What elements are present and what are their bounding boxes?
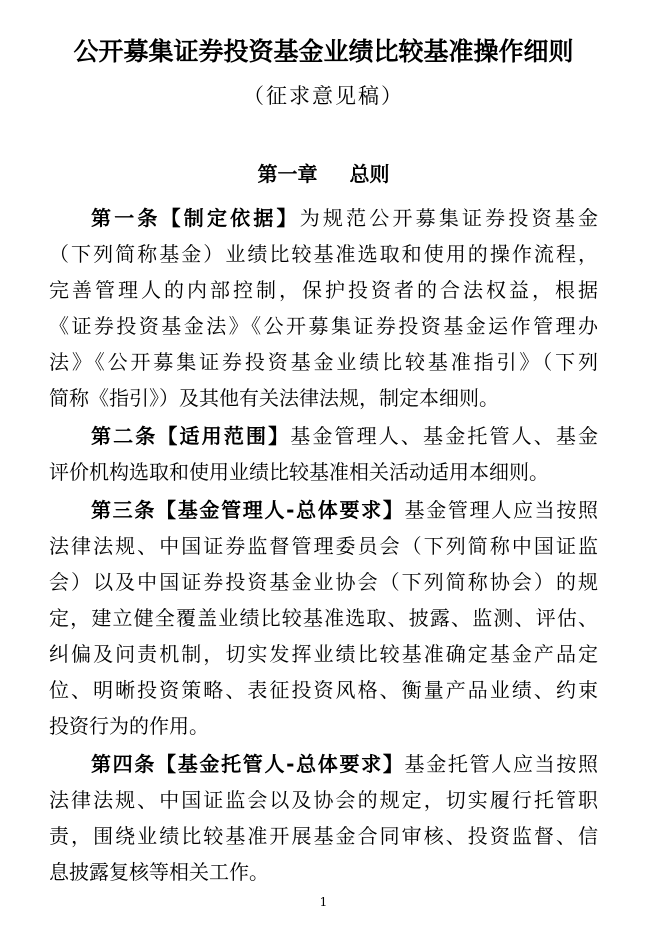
text-line — [49, 564, 598, 600]
text-line — [49, 236, 598, 272]
text-line — [49, 272, 598, 308]
line-text: 息披露复核等相关工作。 — [49, 860, 269, 884]
article-heading: 第四条【基金托管人-总体要求】 — [91, 752, 405, 776]
line-text: 法律法规、中国证券监督管理委员会（下列简称中国证监 — [49, 534, 598, 558]
line-text: 法律法规、中国证监会以及协会的规定，切实履行托管职 — [49, 788, 598, 812]
text-line — [49, 600, 598, 636]
text-line — [49, 672, 598, 708]
line-text: 法》《公开募集证券投资基金业绩比较基准指引》（下列 — [49, 350, 598, 374]
line-text: 简称《指引》）及其他有关法律法规，制定本细则。 — [49, 386, 499, 410]
article-paragraph — [49, 492, 598, 744]
text-line — [49, 528, 598, 564]
line-text: 为规范公开募集证券投资基金 — [299, 206, 598, 230]
article-paragraph — [49, 200, 598, 416]
page-number: 1 — [319, 895, 328, 909]
text-line — [49, 636, 598, 672]
document-subtitle: （征求意见稿） — [243, 84, 404, 108]
line-text: （下列简称基金）业绩比较基准选取和使用的操作流程， — [49, 242, 598, 266]
line-text: 基金管理人、基金托管人、基金 — [290, 424, 598, 448]
text-line — [49, 454, 598, 490]
text-line — [49, 492, 598, 528]
article-heading: 第三条【基金管理人-总体要求】 — [91, 498, 405, 522]
document-title: 公开募集证券投资基金业绩比较基准操作细则 — [73, 37, 574, 66]
text-line — [49, 782, 598, 818]
document-body — [49, 200, 598, 890]
line-text: 位、明晰投资策略、表征投资风格、衡量产品业绩、约束 — [49, 678, 598, 702]
line-text: 基金管理人应当按照 — [404, 498, 598, 522]
chapter-name: 总则 — [349, 162, 390, 186]
line-text: 投资行为的作用。 — [49, 714, 209, 738]
line-text: 完善管理人的内部控制，保护投资者的合法权益，根据 — [49, 278, 598, 302]
article-paragraph — [49, 746, 598, 890]
text-line — [49, 380, 598, 416]
text-line — [49, 818, 598, 854]
article-heading: 第一条【制定依据】 — [91, 206, 300, 230]
article-paragraph — [49, 418, 598, 490]
article-heading: 第二条【适用范围】 — [91, 424, 291, 448]
text-line — [49, 854, 598, 890]
line-text: 会）以及中国证券投资基金业协会（下列简称协会）的规 — [49, 570, 598, 594]
text-line — [49, 200, 598, 236]
text-line — [49, 344, 598, 380]
line-text: 定，建立健全覆盖业绩比较基准选取、披露、监测、评估、 — [49, 606, 598, 630]
text-line — [49, 418, 598, 454]
chapter-number: 第一章 — [257, 162, 318, 186]
text-line — [49, 746, 598, 782]
text-line — [49, 708, 598, 744]
line-text: 责，围绕业绩比较基准开展基金合同审核、投资监督、信 — [49, 824, 598, 848]
text-line — [49, 308, 598, 344]
line-text: 基金托管人应当按照 — [404, 752, 598, 776]
line-text: 《证券投资基金法》《公开募集证券投资基金运作管理办 — [49, 314, 598, 338]
line-text: 评价机构选取和使用业绩比较基准相关活动适用本细则。 — [49, 460, 549, 484]
chapter-heading — [0, 158, 647, 187]
line-text: 纠偏及问责机制，切实发挥业绩比较基准确定基金产品定 — [49, 642, 598, 666]
